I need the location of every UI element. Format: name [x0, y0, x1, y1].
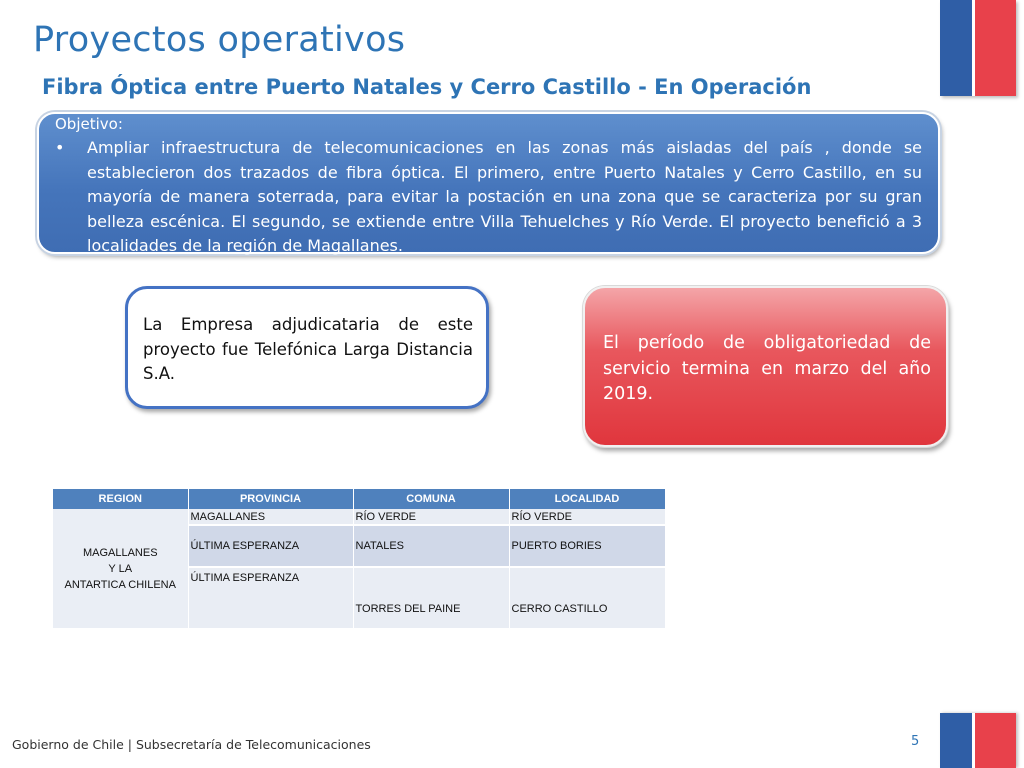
objective-box — [37, 112, 940, 254]
comuna-cell: TORRES DEL PAINE — [353, 567, 509, 629]
page-number: 5 — [911, 734, 920, 749]
provincia-cell: ÚLTIMA ESPERANZA — [188, 525, 353, 567]
region-line: Y LA — [108, 562, 133, 575]
provincia-cell: MAGALLANES — [188, 509, 353, 525]
comuna-cell: RÍO VERDE — [353, 509, 509, 525]
flag-divider — [972, 713, 975, 768]
chile-flag-logo-bottom — [940, 713, 1016, 768]
flag-red-stripe — [974, 0, 1016, 96]
table-header-row — [53, 489, 665, 509]
header-comuna: COMUNA — [353, 489, 509, 509]
localities-table — [53, 489, 666, 630]
company-text: La Empresa adjudicataria de este proyecto fue Telefónica Larga Distancia S.A. — [143, 315, 473, 383]
flag-blue-stripe — [940, 0, 974, 96]
localidad-cell: CERRO CASTILLO — [509, 567, 665, 629]
provincia-cell: ÚLTIMA ESPERANZA — [188, 567, 353, 629]
flag-blue-stripe — [940, 713, 974, 768]
region-cell — [53, 509, 188, 629]
service-period-text: El período de obligatoriedad de servicio termina en marzo del año 2019. — [603, 333, 931, 404]
bullet-icon: • — [55, 138, 65, 157]
localidad-cell: RÍO VERDE — [509, 509, 665, 525]
flag-red-stripe — [974, 713, 1016, 768]
slide-subtitle: Fibra Óptica entre Puerto Natales y Cerro Castillo - En Operación — [42, 75, 812, 99]
comuna-cell: NATALES — [353, 525, 509, 567]
service-period-box — [583, 286, 948, 447]
region-line: ANTARTICA CHILENA — [64, 578, 176, 591]
header-region: REGION — [53, 489, 188, 509]
header-provincia: PROVINCIA — [188, 489, 353, 509]
company-box — [125, 286, 489, 409]
localidad-cell: PUERTO BORIES — [509, 525, 665, 567]
table-row — [53, 509, 665, 525]
footer-text: Gobierno de Chile | Subsecretaría de Telecomunicaciones — [12, 737, 371, 752]
flag-divider — [972, 0, 975, 96]
objective-label: Objetivo: — [55, 115, 123, 133]
header-localidad: LOCALIDAD — [509, 489, 665, 509]
chile-flag-logo-top — [940, 0, 1016, 96]
slide-title: Proyectos operativos — [33, 20, 406, 60]
objective-text: Ampliar infraestructura de telecomunicaciones en las zonas más aisladas del país , donde se establecieron dos trazados de fibra óptica. El primero, entre Puerto Natales y Cerro Castillo, en su mayoría de manera soterrada, para evitar la postación en una zona que se caracteriza por su gran belleza escénica. El segundo, se extiende entre Villa Tehuelches y Río Verde. El proyecto benefició a 3 localidades de la región de Magallanes. — [87, 138, 922, 255]
region-line: MAGALLANES — [82, 546, 158, 559]
